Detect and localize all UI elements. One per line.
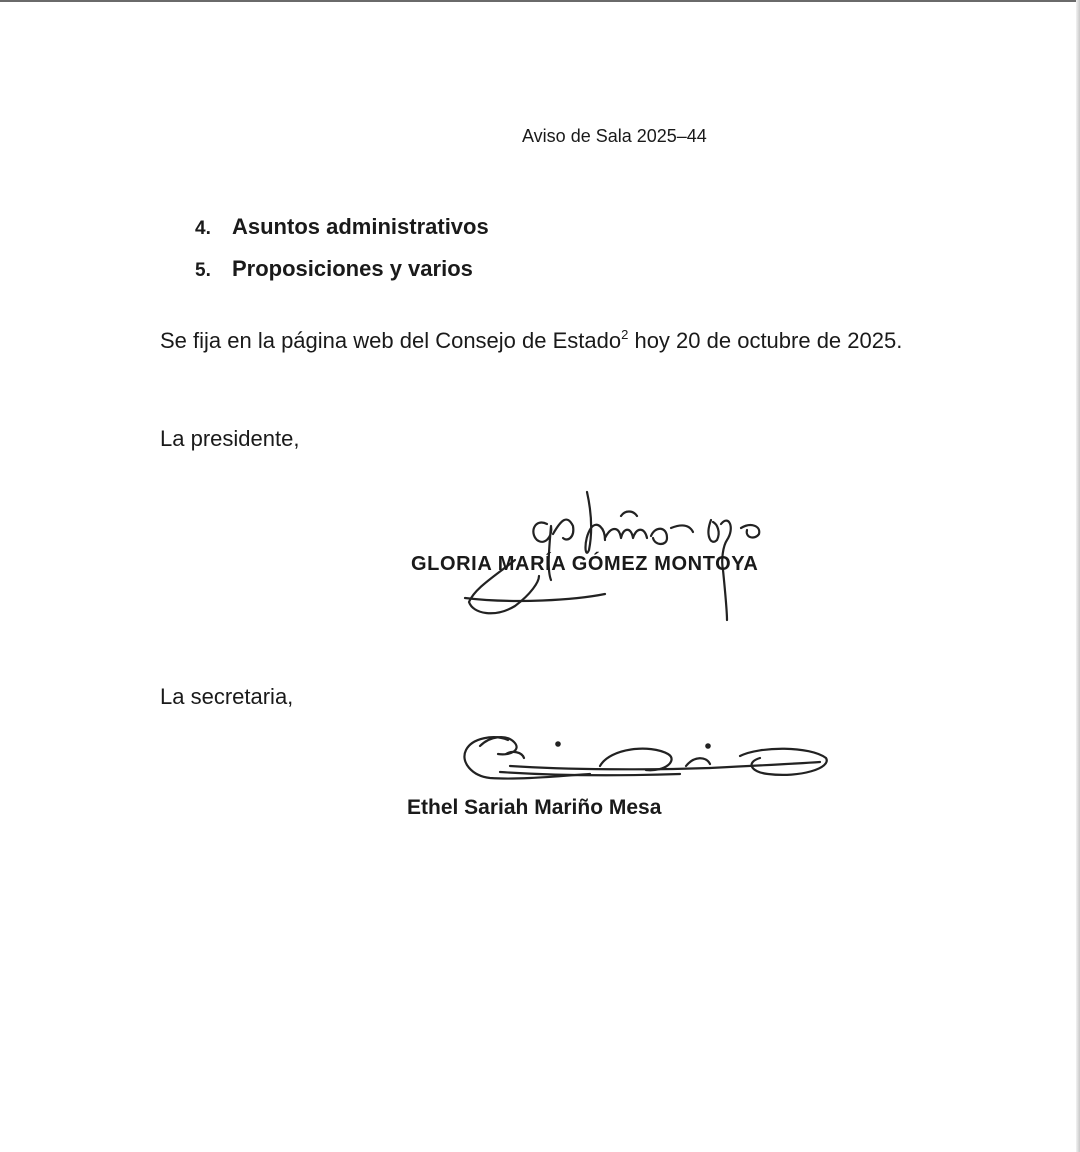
agenda-item bbox=[195, 256, 489, 298]
footnote-marker: 2 bbox=[621, 327, 629, 342]
page-top-border bbox=[0, 0, 1080, 2]
secretary-role-label: La secretaria, bbox=[160, 684, 294, 709]
notice-reference: Aviso de Sala 2025–44 bbox=[522, 126, 707, 146]
agenda-item-number: 5. bbox=[195, 260, 211, 281]
agenda-item bbox=[195, 214, 489, 256]
secretary-name: Ethel Sariah Mariño Mesa bbox=[407, 796, 662, 819]
posting-text: Se fija en la página web del Consejo de Estado bbox=[160, 328, 622, 353]
agenda-item-label: Proposiciones y varios bbox=[232, 256, 473, 281]
agenda-item-label: Asuntos administrativos bbox=[232, 214, 489, 239]
page-right-edge bbox=[1076, 0, 1080, 1152]
agenda-list bbox=[195, 214, 489, 298]
president-name: GLORIA MARÍA GÓMEZ MONTOYA bbox=[411, 553, 759, 575]
president-role-label: La presidente, bbox=[160, 426, 300, 451]
secretary-signature-icon bbox=[450, 726, 840, 796]
posting-date-text: hoy 20 de octubre de 2025. bbox=[628, 328, 903, 353]
agenda-item-number: 4. bbox=[195, 218, 211, 239]
posting-statement bbox=[160, 327, 902, 354]
